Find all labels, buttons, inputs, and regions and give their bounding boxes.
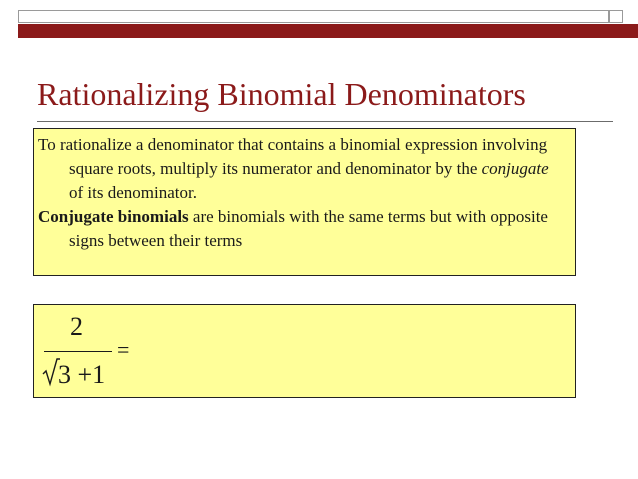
header-corner-square: [609, 10, 623, 23]
conjugate-binomials-term: Conjugate binomials: [38, 207, 189, 226]
header-decoration-outline: [18, 10, 609, 23]
title-underline: [37, 121, 613, 122]
example-box: [33, 304, 576, 398]
equals-sign: =: [117, 337, 130, 362]
header-decoration-bar: [18, 24, 638, 38]
conjugate-definition-text: are binomials with the same terms but with opposite signs between their terms: [69, 207, 548, 250]
conjugate-term: conjugate: [481, 159, 549, 178]
slide-title: Rationalizing Binomial Denominators: [37, 76, 526, 112]
conjugate-definition: [38, 205, 567, 253]
rationalize-definition: [38, 133, 567, 205]
fraction-denominator: 3 +1: [58, 360, 106, 389]
rationalize-text-end: of its denominator.: [69, 183, 197, 202]
fraction-numerator: 2: [70, 312, 83, 341]
rationalize-text-main: To rationalize a denominator that contains a binomial expression involving square roots, multiply its numerator and denominator by the: [38, 135, 548, 178]
fraction-bar: [44, 351, 112, 352]
definition-box: [33, 128, 576, 276]
